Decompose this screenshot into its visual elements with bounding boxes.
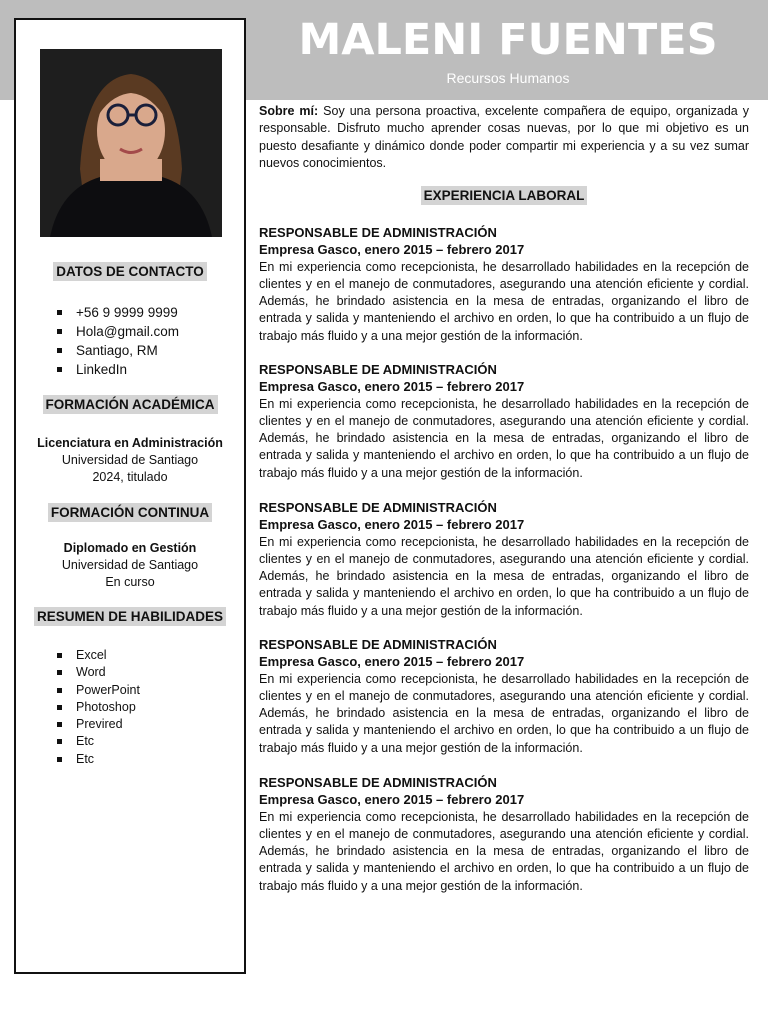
experience-heading: EXPERIENCIA LABORAL [259, 188, 749, 203]
education-school: Universidad de Santiago [61, 453, 199, 467]
education-status: 2024, titulado [92, 470, 168, 484]
job-company: Empresa Gasco, enero 2015 – febrero 2017 [259, 379, 525, 395]
job-company: Empresa Gasco, enero 2015 – febrero 2017 [259, 517, 525, 533]
job-entry [259, 361, 749, 482]
skill-item: Photoshop [52, 699, 140, 716]
skills-list [52, 647, 140, 768]
job-title: RESPONSABLE DE ADMINISTRACIÓN [259, 362, 497, 377]
continuing-heading: FORMACIÓN CONTINUA [16, 505, 244, 520]
job-entry [259, 499, 749, 620]
job-description: En mi experiencia como recepcionista, he desarrollado habilidades en la recepción de clientes y en el manejo de conmutadores, asegurando una atención eficiente y cordial. Además, he brindado asistencia en la mesa de entradas, organizando el libro de entrada y salida y manteniendo el archivo en orden, lo que ha contribuido a un flujo de trabajo más fluido y a una mejor gestión de la información. [259, 809, 749, 893]
job-title: RESPONSABLE DE ADMINISTRACIÓN [259, 637, 497, 652]
skill-item: Etc [52, 733, 140, 750]
contact-linkedin[interactable]: LinkedIn [52, 360, 179, 379]
education-heading: FORMACIÓN ACADÉMICA [16, 397, 244, 412]
about-text: Soy una persona proactiva, excelente compañera de equipo, organizada y responsable. Disfruto mucho aprender cosas nuevas, por lo que mi objetivo es un puesto desafiante y dinámico donde poder compartir mi experiencia y a su vez sumar nuevos conocimientos. [259, 104, 749, 170]
continuing-status: En curso [105, 575, 155, 589]
skill-item: PowerPoint [52, 682, 140, 699]
skills-heading: RESUMEN DE HABILIDADES [16, 609, 244, 624]
job-title: RESPONSABLE DE ADMINISTRACIÓN [259, 225, 497, 240]
job-company: Empresa Gasco, enero 2015 – febrero 2017 [259, 242, 525, 258]
about-label: Sobre mí: [259, 104, 319, 118]
job-description: En mi experiencia como recepcionista, he desarrollado habilidades en la recepción de clientes y en el manejo de conmutadores, asegurando una atención eficiente y cordial. Además, he brindado asistencia en la mesa de entradas, organizando el libro de entrada y salida y manteniendo el archivo en orden, lo que ha contribuido a un flujo de trabajo más fluido y a una mejor gestión de la información. [259, 671, 749, 755]
about-paragraph [259, 103, 749, 172]
skill-item: Excel [52, 647, 140, 664]
continuing-school: Universidad de Santiago [61, 558, 199, 572]
candidate-name: MALENI FUENTES [298, 15, 718, 65]
education-block [16, 435, 244, 486]
job-title: RESPONSABLE DE ADMINISTRACIÓN [259, 500, 497, 515]
profile-photo [40, 49, 222, 237]
job-company: Empresa Gasco, enero 2015 – febrero 2017 [259, 654, 525, 670]
job-company: Empresa Gasco, enero 2015 – febrero 2017 [259, 792, 525, 808]
contact-phone: +56 9 9999 9999 [52, 303, 179, 322]
contact-list [52, 303, 179, 379]
job-entry [259, 774, 749, 895]
job-entry [259, 636, 749, 757]
job-description: En mi experiencia como recepcionista, he desarrollado habilidades en la recepción de clientes y en el manejo de conmutadores, asegurando una atención eficiente y cordial. Además, he brindado asistencia en la mesa de entradas, organizando el libro de entrada y salida y manteniendo el archivo en orden, lo que ha contribuido a un flujo de trabajo más fluido y a una mejor gestión de la información. [259, 534, 749, 618]
job-entry [259, 224, 749, 345]
job-title: RESPONSABLE DE ADMINISTRACIÓN [259, 775, 497, 790]
profile-photo-illustration [40, 49, 222, 237]
skill-item: Previred [52, 716, 140, 733]
contact-location: Santiago, RM [52, 341, 179, 360]
skill-item: Word [52, 664, 140, 681]
continuing-block [16, 540, 244, 591]
contact-email[interactable]: Hola@gmail.com [52, 322, 179, 341]
job-description: En mi experiencia como recepcionista, he desarrollado habilidades en la recepción de clientes y en el manejo de conmutadores, asegurando una atención eficiente y cordial. Además, he brindado asistencia en la mesa de entradas, organizando el libro de entrada y salida y manteniendo el archivo en orden, lo que ha contribuido a un flujo de trabajo más fluido y a una mejor gestión de la información. [259, 259, 749, 343]
skill-item: Etc [52, 751, 140, 768]
candidate-role: Recursos Humanos [446, 70, 570, 86]
job-description: En mi experiencia como recepcionista, he desarrollado habilidades en la recepción de clientes y en el manejo de conmutadores, asegurando una atención eficiente y cordial. Además, he brindado asistencia en la mesa de entradas, organizando el libro de entrada y salida y manteniendo el archivo en orden, lo que ha contribuido a un flujo de trabajo más fluido y a una mejor gestión de la información. [259, 396, 749, 480]
contact-heading: DATOS DE CONTACTO [16, 264, 244, 279]
sidebar [14, 18, 246, 974]
continuing-degree: Diplomado en Gestión [63, 541, 197, 555]
education-degree: Licenciatura en Administración [37, 436, 223, 450]
